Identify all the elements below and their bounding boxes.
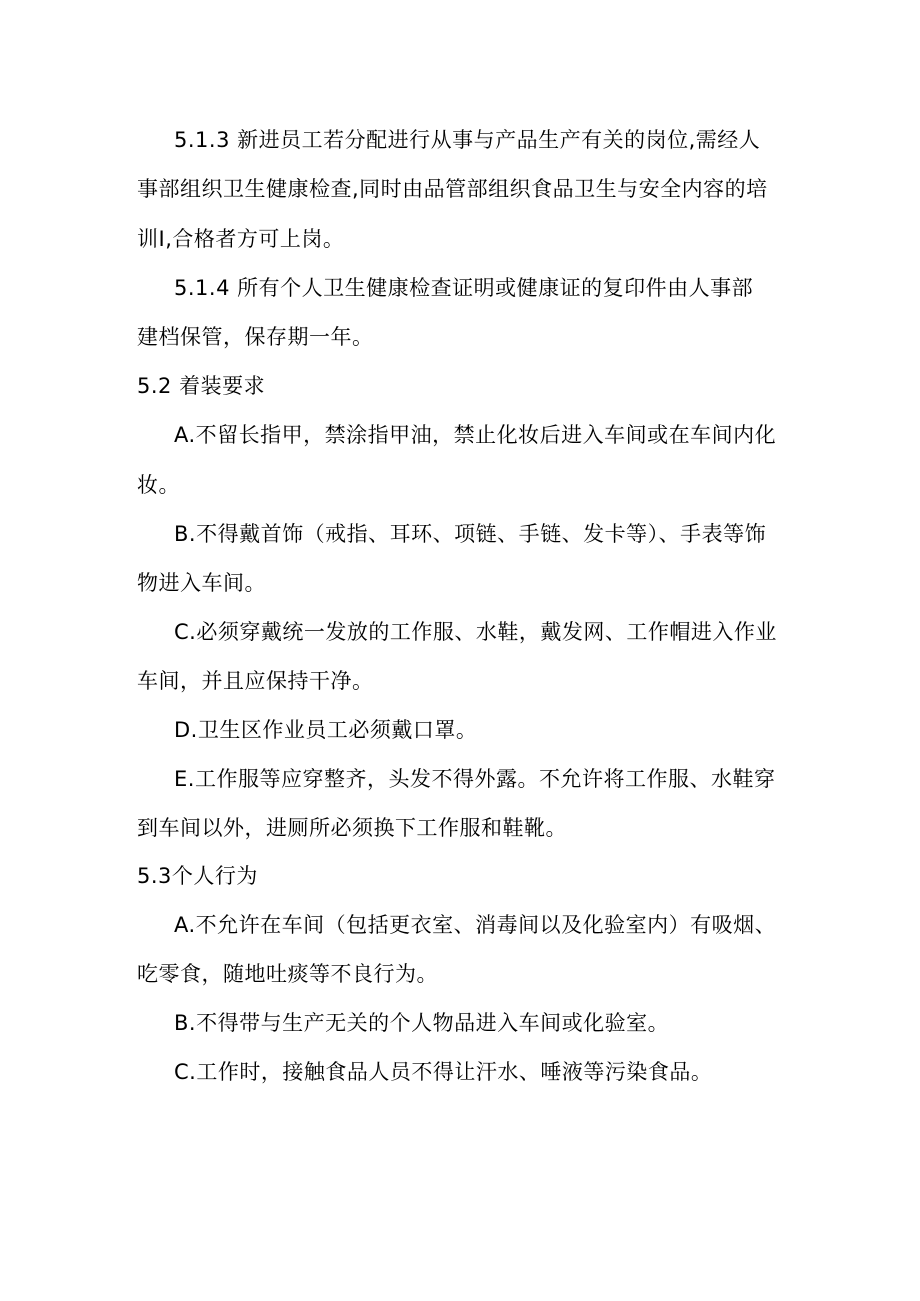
section-heading: 5.2 着装要求 bbox=[137, 374, 266, 398]
section-heading: 5.3个人行为 bbox=[137, 864, 258, 888]
text-line: C.必须穿戴统一发放的工作服、水鞋，戴发网、工作帽进入作业 bbox=[174, 620, 777, 644]
text-line: D.卫生区作业员工必须戴口罩。 bbox=[174, 718, 478, 742]
text-line: 5.1.4 所有个人卫生健康检查证明或健康证的复印件由人事部 bbox=[174, 276, 754, 300]
text-line: 物进入车间。 bbox=[137, 571, 266, 595]
text-line: E.工作服等应穿整齐，头发不得外露。不允许将工作服、水鞋穿 bbox=[174, 767, 776, 791]
text-line: 妆。 bbox=[137, 473, 180, 497]
text-line: 建档保管，保存期一年。 bbox=[137, 325, 374, 349]
text-line: B.不得戴首饰（戒指、耳环、项链、手链、发卡等）、手表等饰 bbox=[174, 522, 767, 546]
text-line: 训Ⅰ,合格者方可上岗。 bbox=[137, 227, 345, 251]
text-line: 到车间以外，进厕所必须换下工作服和鞋靴。 bbox=[137, 816, 567, 840]
text-line: B.不得带与生产无关的个人物品进入车间或化验室。 bbox=[174, 1011, 670, 1035]
text-line: 事部组织卫生健康检查,同时由品管部组织食品卫生与安全内容的培 bbox=[137, 177, 768, 201]
text-line: A.不允许在车间（包括更衣室、消毒间以及化验室内）有吸烟、 bbox=[174, 913, 777, 937]
text-line: 5.1.3 新进员工若分配进行从事与产品生产有关的岗位,需经人 bbox=[174, 128, 761, 152]
text-line: A.不留长指甲，禁涂指甲油，禁止化妆后进入车间或在车间内化 bbox=[174, 423, 777, 447]
text-line: 吃零食，随地吐痰等不良行为。 bbox=[137, 962, 438, 986]
text-line: C.工作时，接触食品人员不得让汗水、唾液等污染食品。 bbox=[174, 1060, 713, 1084]
text-line: 车间，并且应保持干净。 bbox=[137, 669, 374, 693]
